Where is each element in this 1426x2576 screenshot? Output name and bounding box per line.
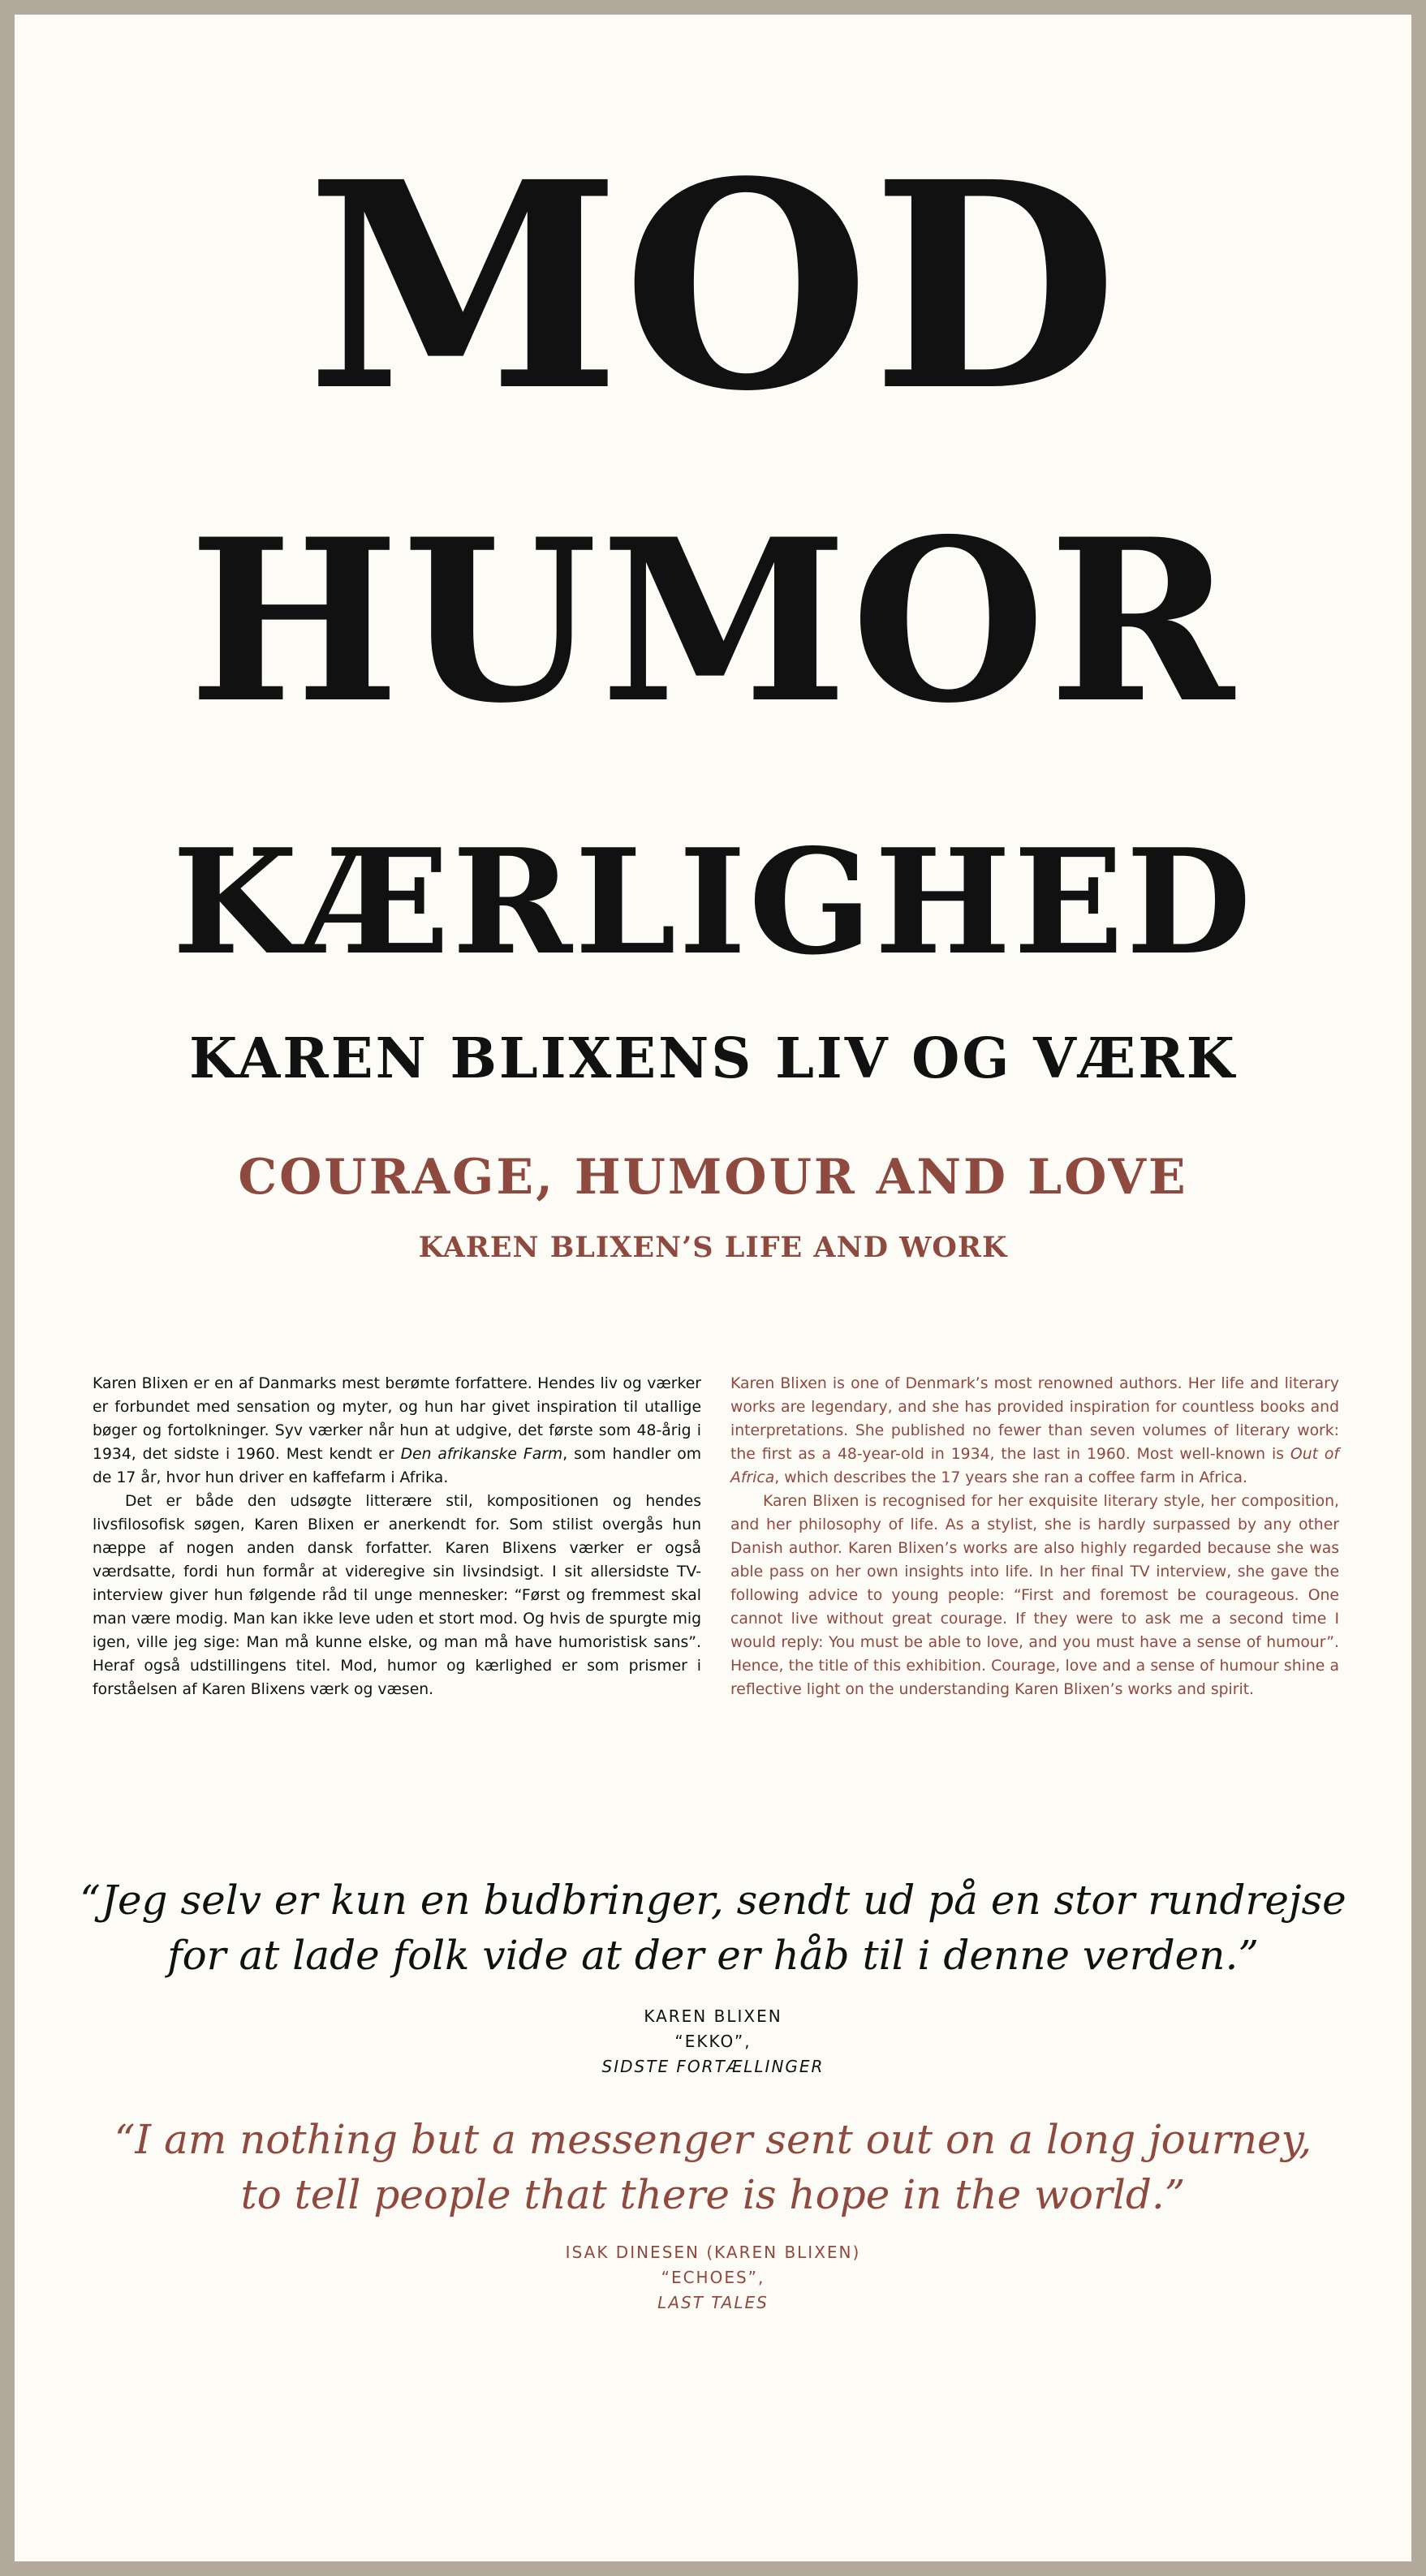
title-mod: MOD	[306, 119, 1120, 454]
quote-english-line-1: “I am nothing but a messenger sent out on a long journey,	[114, 2116, 1312, 2163]
quote-danish-line-2: for at lade folk vide at der er håb til i denne verden.”	[167, 1932, 1259, 1979]
quote-english-attribution	[15, 2240, 1411, 2316]
danish-book-title: Den afrikanske Farm	[400, 1446, 563, 1463]
quote-english-source	[15, 2265, 1411, 2316]
subtitle-danish: KAREN BLIXENS LIV OG VÆRK	[189, 1026, 1237, 1091]
quote-danish-line-1: “Jeg selv er kun en budbringer, sendt ud på en stor rundrejse	[80, 1877, 1346, 1924]
quote-danish-attribution	[15, 2004, 1411, 2079]
quote-danish	[15, 1873, 1411, 1983]
subtitle-english-secondary: KAREN BLIXEN’S LIFE AND WORK	[418, 1231, 1008, 1264]
english-paragraph-2: Karen Blixen is recognised for her exquisite literary style, her composition, and her philosophy of life. As a stylist, she is hardly surpassed by any other Danish author. Karen Blixen’s works are also highly regarded because she was able pass on her own insights into life. In her final TV interview, she gave the following advice to young people: “First and foremost be courageous. One cannot live without great courage. If they were to ask me a second time I would reply: You must be able to love, and you must have a sense of humour”. Hence, the title of this exhibition. Courage, love and a sense of humour shine a reflective light on the understanding Karen Blixen’s works and spirit.	[730, 1493, 1339, 1698]
danish-text-column	[93, 1372, 701, 1701]
quote-english-author: ISAK DINESEN (KAREN BLIXEN)	[565, 2243, 861, 2262]
quote-danish-source-title: SIDSTE FORTÆLLINGER	[601, 2057, 825, 2076]
quote-danish-source	[15, 2029, 1411, 2079]
english-book-title: Out of Africa	[730, 1446, 1339, 1486]
english-paragraph-1	[730, 1372, 1339, 1490]
english-p1-text-a: Karen Blixen is one of Denmark’s most renowned authors. Her life and literary works are legendary, and she has provided inspiration for countless books and interpretations. She published no fewer than seven volumes of literary work: the first as a 48-year-old in 1934, the last in 1960. Most well-known is	[730, 1375, 1339, 1463]
danish-p1-text-b: , som handler om de 17 år, hvor hun driver en kaffefarm i Afrika.	[93, 1446, 701, 1486]
danish-paragraph-1	[93, 1372, 701, 1490]
danish-p1-text-a: Karen Blixen er en af Danmarks mest berømte forfattere. Hendes liv og værker er forbundet med sensation og myter, og hun har givet inspiration til utallige bøger og fortolkninger. Syv værker når hun at udgive, det første som 48-årig i 1934, det sidste i 1960. Mest kendt er	[93, 1375, 701, 1463]
quote-english-source-text: “ECHOES”,	[661, 2268, 765, 2287]
english-p1-text-b: , which describes the 17 years she ran a coffee farm in Africa.	[774, 1469, 1247, 1486]
title-kaerlighed: KÆRLIGHED	[172, 817, 1254, 987]
subtitle-english: COURAGE, HUMOUR AND LOVE	[238, 1149, 1188, 1206]
quote-english	[15, 2112, 1411, 2222]
poster	[15, 15, 1411, 2561]
quote-danish-author: KAREN BLIXEN	[644, 2006, 782, 2026]
quote-danish-source-text: “EKKO”,	[674, 2032, 752, 2051]
quote-english-source-title: LAST TALES	[657, 2293, 769, 2312]
danish-paragraph-2: Det er både den udsøgte litterære stil, kompositionen og hendes livsfilosofisk søgen, Karen Blixen er anerkendt for. Som stilist overgås hun næppe af nogen anden dansk forfatter. Karen Blixens værker er også værdsatte, fordi hun formår at videregive sin livsindsigt. I sit allersidste TV-interview giver hun følgende råd til unge mennesker: “Først og fremmest skal man være modig. Man kan ikke leve uden et stort mod. Og hvis de spurgte mig igen, ville jeg sige: Man må kunne elske, og man må have humoristisk sans”. Heraf også udstillingens titel. Mod, humor og kærlighed er som prismer i forståelsen af Karen Blixens værk og væsen.	[93, 1493, 701, 1698]
quote-english-line-2: to tell people that there is hope in the world.”	[240, 2171, 1186, 2218]
english-text-column	[730, 1372, 1339, 1701]
title-humor: HUMOR	[188, 490, 1238, 752]
